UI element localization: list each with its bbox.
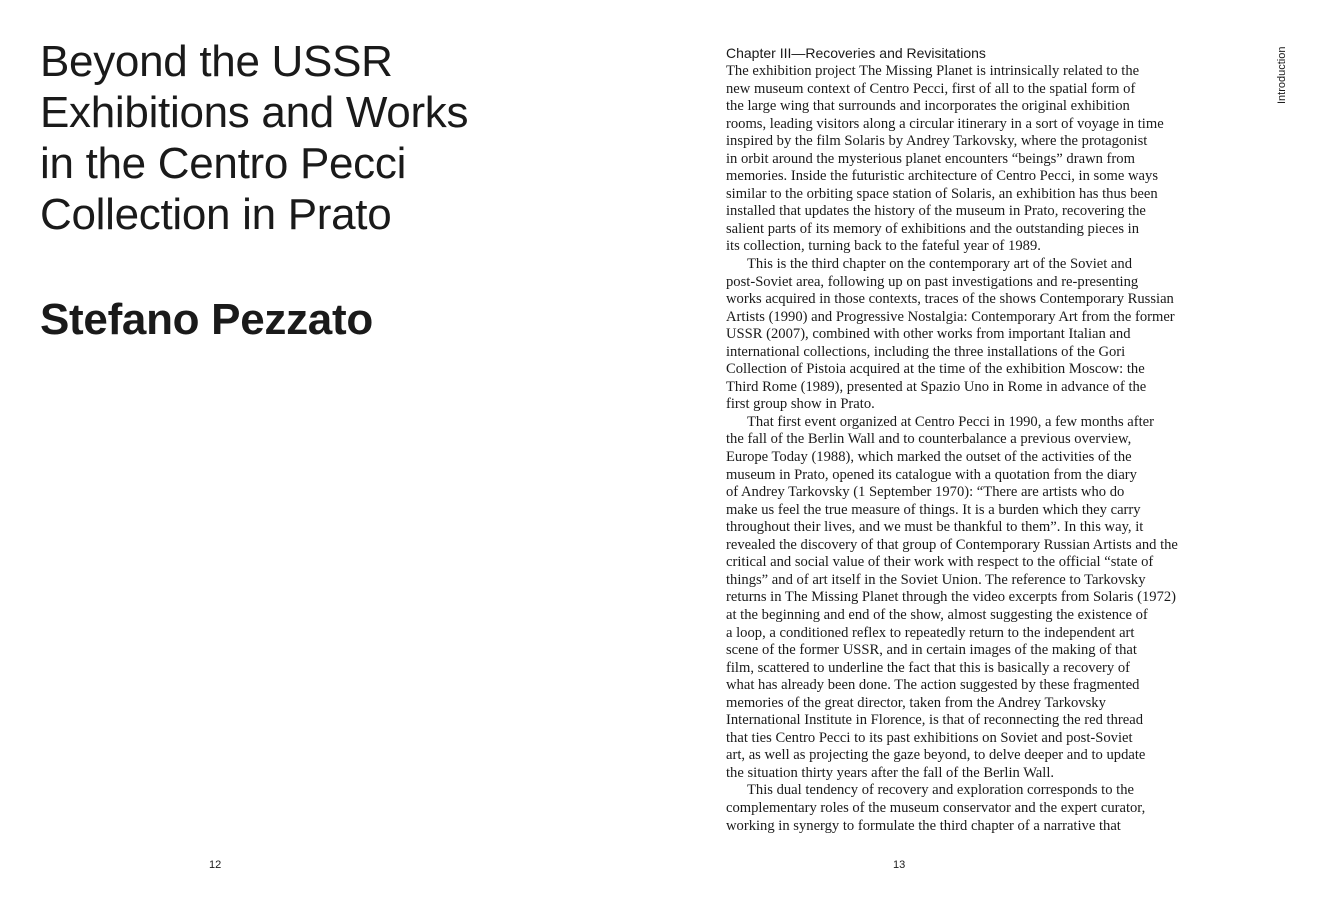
body-line: at the beginning and end of the show, almost suggesting the existence of [726, 606, 1148, 623]
body-line: inspired by the film Solaris by Andrey Tarkovsky, where the protagonist [726, 133, 1148, 150]
page-title [40, 36, 600, 240]
body-line: Artists (1990) and Progressive Nostalgia: Contemporary Art from the former [726, 308, 1175, 325]
body-line: revealed the discovery of that group of Contemporary Russian Artists and the [726, 536, 1178, 553]
title-line: in the Centro Pecci [40, 139, 407, 188]
body-line: This dual tendency of recovery and exploration corresponds to the [747, 782, 1135, 799]
body-line: memories. Inside the futuristic architecture of Centro Pecci, in some ways [726, 168, 1159, 185]
body-line: The exhibition project The Missing Planet is intrinsically related to the [726, 63, 1140, 79]
chapter-heading: Chapter III—Recoveries and Revisitations [726, 45, 986, 61]
body-line: what has already been done. The action suggested by these fragmented [726, 677, 1140, 694]
body-line: rooms, leading visitors along a circular itinerary in a sort of voyage in time [726, 115, 1164, 132]
page-number-right: 13 [893, 859, 906, 871]
page-number-left: 12 [209, 859, 222, 871]
body-line: USSR (2007), combined with other works from important Italian and [726, 326, 1131, 343]
body-line: works acquired in those contexts, traces of the shows Contemporary Russian [726, 291, 1174, 308]
body-line: salient parts of its memory of exhibitions and the outstanding pieces in [726, 220, 1140, 237]
body-line: in orbit around the mysterious planet encounters “beings” drawn from [726, 150, 1135, 167]
body-line: a loop, a conditioned reflex to repeatedly return to the independent art [726, 624, 1135, 641]
title-line: Beyond the USSR [40, 37, 393, 86]
body-line: That first event organized at Centro Pecci in 1990, a few months after [747, 413, 1155, 430]
body-line: new museum context of Centro Pecci, first of all to the spatial form of [726, 80, 1136, 97]
body-line: returns in The Missing Planet through the video excerpts from Solaris (1972) [726, 589, 1177, 606]
body-line: the situation thirty years after the fall of the Berlin Wall. [726, 764, 1055, 781]
body-line: of Andrey Tarkovsky (1 September 1970): “There are artists who do [726, 484, 1125, 501]
body-line: art, as well as projecting the gaze beyond, to delve deeper and to update [726, 747, 1146, 764]
section-side-label: Introduction [1276, 46, 1288, 104]
body-line: This is the third chapter on the contemporary art of the Soviet and [747, 256, 1133, 273]
body-line: make us feel the true measure of things. It is a burden which they carry [726, 501, 1141, 518]
author-name: Stefano Pezzato [40, 295, 373, 344]
body-line: critical and social value of their work with respect to the official “state of [726, 554, 1154, 571]
body-line: Collection of Pistoia acquired at the time of the exhibition Moscow: the [726, 361, 1145, 378]
body-text [726, 63, 1206, 835]
body-line: museum in Prato, opened its catalogue with a quotation from the diary [726, 466, 1137, 483]
body-line: first group show in Prato. [726, 396, 875, 413]
body-line: complementary roles of the museum conservator and the expert curator, [726, 799, 1146, 816]
body-line: that ties Centro Pecci to its past exhibitions on Soviet and post-Soviet [726, 729, 1133, 746]
body-line: film, scattered to underline the fact that this is basically a recovery of [726, 659, 1131, 676]
body-line: memories of the great director, taken from the Andrey Tarkovsky [726, 694, 1106, 711]
body-line: International Institute in Florence, is that of reconnecting the red thread [726, 712, 1143, 729]
body-line: its collection, turning back to the fateful year of 1989. [726, 238, 1041, 255]
body-line: the fall of the Berlin Wall and to counterbalance a previous overview, [726, 431, 1132, 448]
body-line: scene of the former USSR, and in certain images of the making of that [726, 642, 1137, 659]
body-line: things” and of art itself in the Soviet Union. The reference to Tarkovsky [726, 571, 1146, 588]
body-line: similar to the orbiting space station of Solaris, an exhibition has thus been [726, 185, 1158, 202]
body-line: the large wing that surrounds and incorporates the original exhibition [726, 98, 1130, 115]
body-line: Third Rome (1989), presented at Spazio Uno in Rome in advance of the [726, 378, 1147, 395]
body-line: post-Soviet area, following up on past investigations and re-presenting [726, 273, 1139, 290]
body-line: working in synergy to formulate the third chapter of a narrative that [726, 817, 1121, 834]
title-line: Collection in Prato [40, 190, 392, 239]
body-line: international collections, including the three installations of the Gori [726, 343, 1126, 360]
body-line: throughout their lives, and we must be thankful to them”. In this way, it [726, 519, 1144, 536]
body-line: Europe Today (1988), which marked the outset of the activities of the [726, 449, 1132, 466]
title-line: Exhibitions and Works [40, 88, 469, 137]
body-line: installed that updates the history of the museum in Prato, recovering the [726, 203, 1146, 220]
